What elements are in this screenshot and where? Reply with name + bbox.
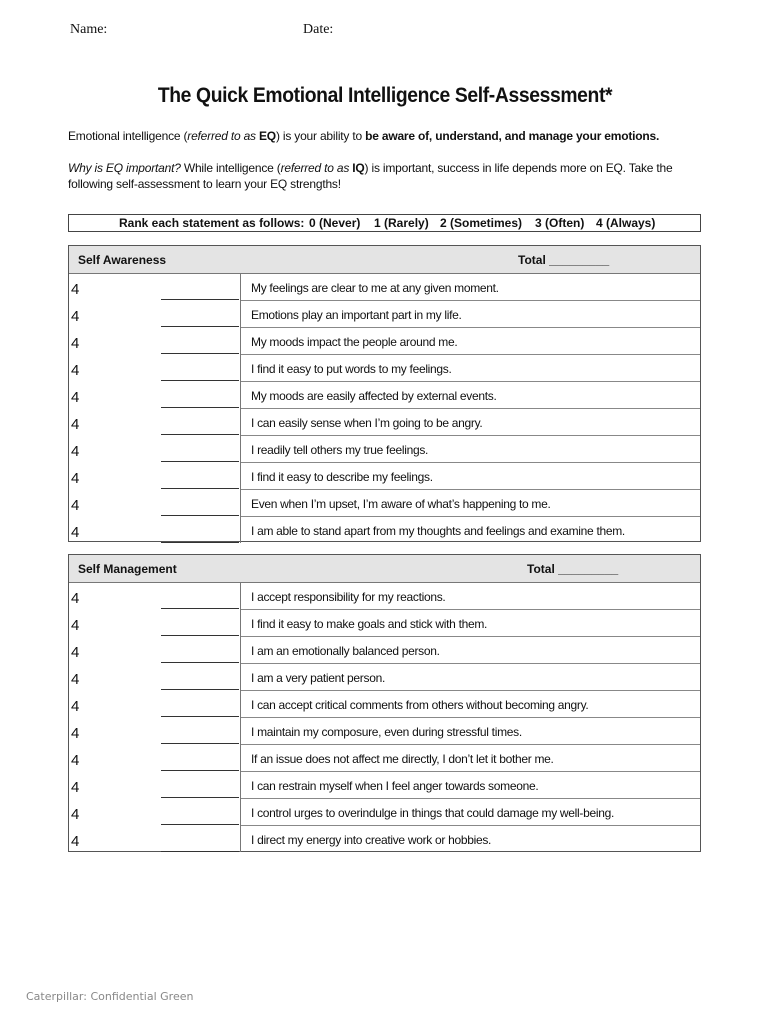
score-input[interactable] <box>71 280 151 298</box>
why-italic: referred to as <box>280 161 350 175</box>
score-input[interactable] <box>71 334 151 352</box>
date-label: Date: <box>303 22 334 37</box>
statement-text: I accept responsibility for my reactions. <box>251 590 446 604</box>
statement-text: I find it easy to put words to my feelings. <box>251 362 452 376</box>
table-row <box>69 274 700 301</box>
why-paragraph <box>68 160 708 192</box>
score-input[interactable] <box>71 589 151 607</box>
why-text-2: ) is important, success in life depends more on EQ. Take the following self-assessment to learn your EQ strengths! <box>68 161 673 191</box>
score-underline <box>161 542 239 543</box>
statement-text: I find it easy to describe my feelings. <box>251 470 433 484</box>
statement-text: I readily tell others my true feelings. <box>251 443 429 457</box>
intro-text-2: ) is your ability to <box>275 129 366 143</box>
statement-text: I am a very patient person. <box>251 671 385 685</box>
score-underline <box>161 461 239 462</box>
why-question: Why is EQ important? <box>68 161 181 175</box>
statement-text: If an issue does not affect me directly, I don’t let it bother me. <box>251 752 554 766</box>
score-input[interactable] <box>71 307 151 325</box>
table-row <box>69 355 700 382</box>
score-underline <box>161 515 239 516</box>
table-row <box>69 436 700 463</box>
statement-text: I can restrain myself when I feel anger towards someone. <box>251 779 539 793</box>
page-title: The Quick Emotional Intelligence Self-Assessment* <box>157 84 613 107</box>
table-row <box>69 637 700 664</box>
why-iq: IQ <box>349 161 365 175</box>
table-row <box>69 583 700 610</box>
statement-text: I find it easy to make goals and stick with them. <box>251 617 488 631</box>
score-underline <box>161 662 239 663</box>
score-input[interactable] <box>71 670 151 688</box>
statement-text: Emotions play an important part in my life. <box>251 308 462 322</box>
score-underline <box>161 743 239 744</box>
score-underline <box>161 770 239 771</box>
table-row <box>69 301 700 328</box>
score-underline <box>161 326 239 327</box>
rank-label: Rank each statement as follows: <box>119 216 305 230</box>
table-row <box>69 517 700 544</box>
table-row <box>69 610 700 637</box>
score-input[interactable] <box>71 415 151 433</box>
score-input[interactable] <box>71 496 151 514</box>
intro-eq: EQ <box>255 129 276 143</box>
self-management-header <box>69 555 700 583</box>
table-row <box>69 745 700 772</box>
score-input[interactable] <box>71 832 151 850</box>
statement-text: Even when I’m upset, I’m aware of what’s happening to me. <box>251 497 551 511</box>
rank-option-never: 0 (Never) <box>309 216 361 230</box>
score-underline <box>161 797 239 798</box>
score-input[interactable] <box>71 361 151 379</box>
score-input[interactable] <box>71 805 151 823</box>
table-row <box>69 328 700 355</box>
score-input[interactable] <box>71 523 151 541</box>
table-row <box>69 718 700 745</box>
table-row <box>69 463 700 490</box>
score-input[interactable] <box>71 442 151 460</box>
table-row <box>69 664 700 691</box>
intro-paragraph <box>68 128 708 144</box>
name-label: Name: <box>70 22 108 37</box>
table-row <box>69 409 700 436</box>
self-management-total: Total _________ <box>527 562 619 576</box>
self-awareness-header <box>69 246 700 274</box>
statement-text: My moods are easily affected by external events. <box>251 389 497 403</box>
score-underline <box>161 608 239 609</box>
table-row <box>69 772 700 799</box>
score-input[interactable] <box>71 751 151 769</box>
score-underline <box>161 635 239 636</box>
statement-text: I direct my energy into creative work or hobbies. <box>251 833 492 847</box>
score-underline <box>161 824 239 825</box>
table-row <box>69 382 700 409</box>
score-underline <box>161 353 239 354</box>
score-underline <box>161 380 239 381</box>
rank-option-often: 3 (Often) <box>535 216 585 230</box>
statement-text: I can easily sense when I’m going to be angry. <box>251 416 483 430</box>
score-input[interactable] <box>71 724 151 742</box>
rank-option-rarely: 1 (Rarely) <box>374 216 429 230</box>
statement-text: I can accept critical comments from others without becoming angry. <box>251 698 589 712</box>
statement-text: I maintain my composure, even during stressful times. <box>251 725 522 739</box>
footer-confidential: Caterpillar: Confidential Green <box>26 990 194 1003</box>
self-awareness-section <box>68 245 701 542</box>
rank-option-sometimes: 2 (Sometimes) <box>440 216 523 230</box>
score-input[interactable] <box>71 469 151 487</box>
score-input[interactable] <box>71 697 151 715</box>
table-row <box>69 490 700 517</box>
score-underline <box>161 434 239 435</box>
self-management-title: Self Management <box>78 562 177 576</box>
score-underline <box>161 716 239 717</box>
intro-text: Emotional intelligence ( <box>68 129 188 143</box>
intro-italic: referred to as <box>187 129 256 143</box>
statement-text: My moods impact the people around me. <box>251 335 458 349</box>
statement-text: I am an emotionally balanced person. <box>251 644 440 658</box>
table-row <box>69 799 700 826</box>
score-input[interactable] <box>71 388 151 406</box>
statement-text: I control urges to overindulge in things that could damage my well-being. <box>251 806 614 820</box>
self-awareness-title: Self Awareness <box>78 253 167 267</box>
score-input[interactable] <box>71 778 151 796</box>
score-underline <box>161 407 239 408</box>
why-text: While intelligence ( <box>180 161 281 175</box>
statement-text: I am able to stand apart from my thoughts and feelings and examine them. <box>251 524 625 538</box>
rank-legend <box>68 214 701 232</box>
table-row <box>69 691 700 718</box>
self-management-section <box>68 554 701 852</box>
intro-bold: be aware of, understand, and manage your emotions. <box>365 129 660 143</box>
score-input[interactable] <box>71 643 151 661</box>
score-input[interactable] <box>71 616 151 634</box>
score-underline <box>161 851 239 852</box>
score-underline <box>161 299 239 300</box>
score-underline <box>161 488 239 489</box>
rank-option-always: 4 (Always) <box>596 216 656 230</box>
table-row <box>69 826 700 853</box>
score-underline <box>161 689 239 690</box>
statement-text: My feelings are clear to me at any given moment. <box>251 281 499 295</box>
self-awareness-total: Total _________ <box>518 253 610 267</box>
